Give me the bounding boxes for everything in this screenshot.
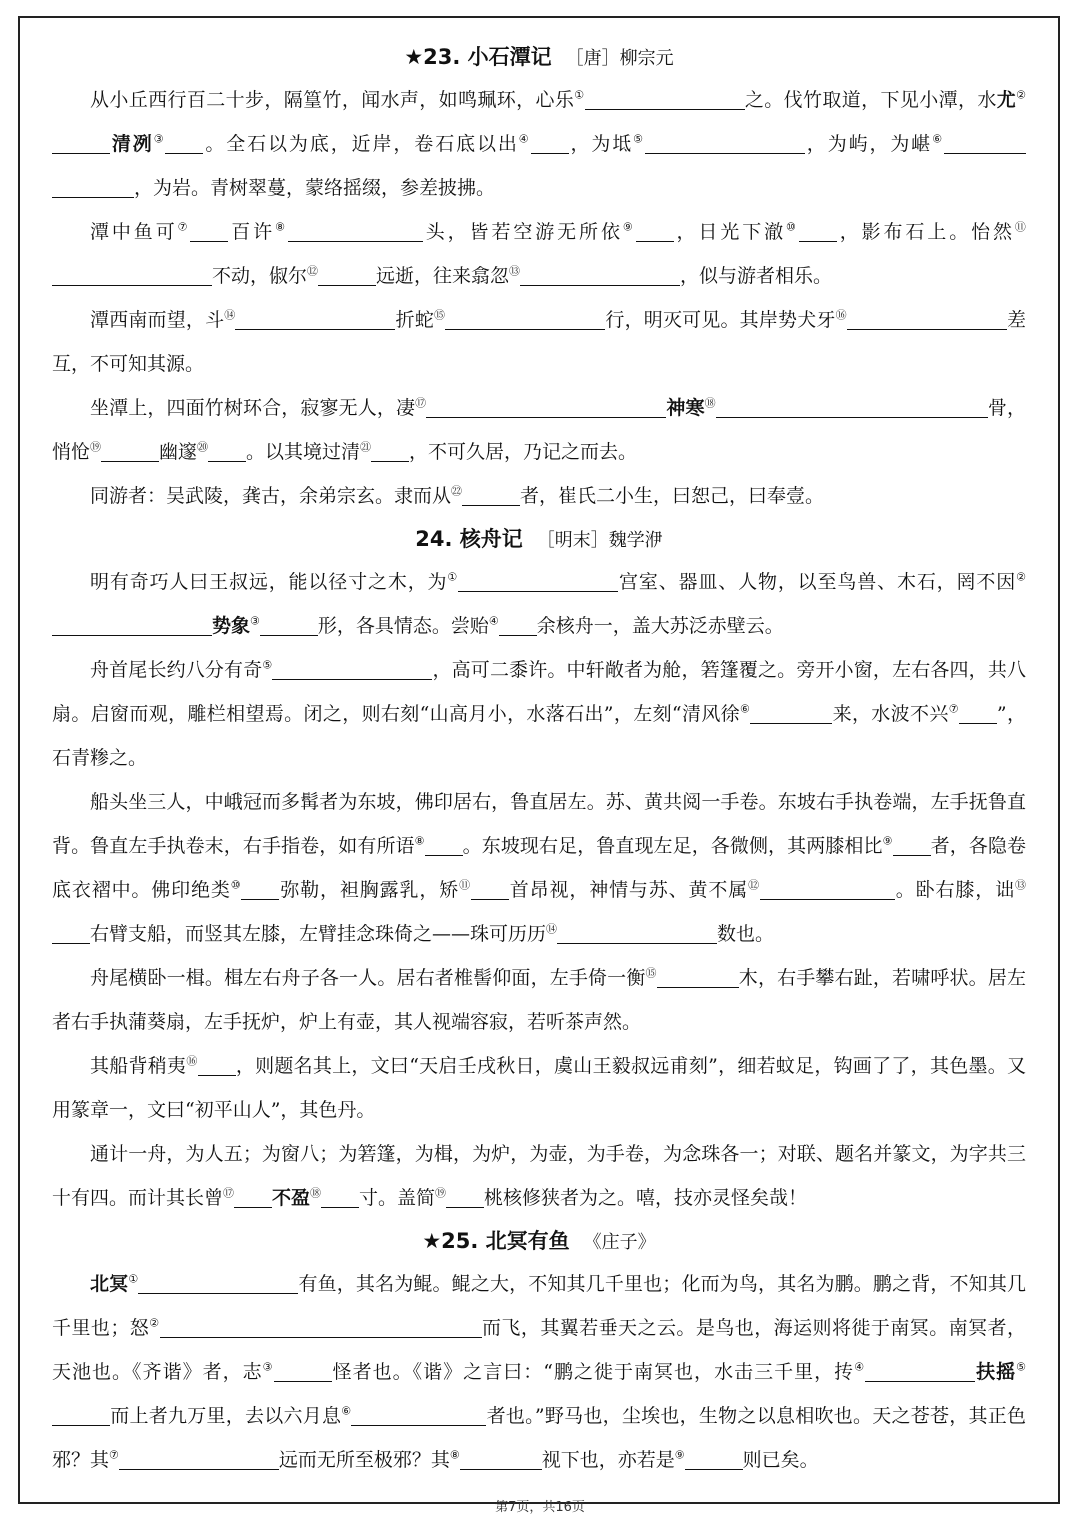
note-number: ① [574, 88, 585, 102]
fill-blank[interactable] [458, 571, 618, 592]
note-number: ⑫ [748, 878, 760, 892]
text-segment: 从小丘西行百二十步，隔篁竹，闻水声，如鸣珮环，心乐 [90, 89, 575, 111]
fill-blank[interactable] [750, 703, 832, 724]
fill-blank[interactable] [685, 1449, 743, 1470]
note-number: ② [1016, 88, 1026, 102]
text-segment: ，不可久居，乃记之而去。 [409, 441, 638, 463]
note-number: ⑨ [882, 834, 893, 848]
text-segment: 木，右手攀右趾，若啸呼状。居左者右手执蒲葵扇，左手抚炉，炉上有壶，其人视端容寂，若听茶声然。 [52, 967, 1026, 1033]
fill-blank[interactable] [52, 177, 134, 198]
text-segment: 扶摇 [975, 1361, 1017, 1383]
note-number: ⑯ [186, 1054, 198, 1068]
text-segment: 则已矣。 [742, 1449, 819, 1471]
text-segment: 有鱼，其名为鲲。鲲之大，不知其几千里也；化而为鸟，其名为鹏。鹏之背，不知其几千里也；怒 [52, 1273, 1026, 1339]
note-number: ① [447, 570, 459, 584]
note-number: ④ [518, 132, 531, 146]
fill-blank[interactable] [944, 133, 1026, 154]
section-24-heading [52, 518, 1026, 560]
fill-blank[interactable] [959, 703, 997, 724]
section-23-paragraph-3 [52, 298, 1026, 386]
fill-blank[interactable] [445, 309, 605, 330]
text-segment: 桃核修狭者为之。嘻，技亦灵怪矣哉！ [484, 1187, 808, 1209]
text-segment: 北冥 [90, 1273, 129, 1295]
note-number: ⑮ [645, 966, 657, 980]
fill-blank[interactable] [52, 1405, 110, 1426]
note-number: ⑤ [262, 658, 273, 672]
fill-blank[interactable] [190, 221, 228, 242]
text-segment: 者，崔氏二小生，曰恕己，曰奉壹。 [520, 485, 825, 507]
section-24-paragraph-4 [52, 956, 1026, 1044]
section-23-paragraph-1 [52, 78, 1026, 210]
text-segment: 而飞，其翼若垂天之云。是鸟也，海运则将徙于南冥。南冥者，天池也。《齐谐》者，志 [52, 1317, 1026, 1383]
note-number: ⑯ [835, 308, 847, 322]
text-segment: 势象 [212, 615, 251, 637]
note-number: ⑪ [1014, 220, 1026, 234]
text-segment: ，影布石上。怡然 [836, 221, 1015, 243]
section-24-title: 24. 核舟记 [415, 527, 523, 551]
note-number: ⑰ [223, 1186, 235, 1200]
section-25-heading [52, 1220, 1026, 1262]
text-segment: ，为坻 [568, 133, 634, 155]
note-number: ⑤ [633, 132, 645, 146]
fill-blank[interactable] [400, 1317, 482, 1338]
fill-blank[interactable] [893, 835, 931, 856]
text-segment: ，日光下澈 [673, 221, 787, 243]
note-number: ② [1016, 570, 1026, 584]
text-segment: 来，水波不兴 [832, 703, 949, 725]
note-number: ⑧ [414, 834, 425, 848]
section-25-title: ★25. 北冥有鱼 [422, 1229, 570, 1253]
note-number: ⑭ [224, 308, 236, 322]
note-number: ② [149, 1316, 160, 1330]
text-segment: 弥勒，袒胸露乳，矫 [279, 879, 460, 901]
fill-blank[interactable] [160, 1317, 400, 1338]
text-segment: ，为屿，为嵁 [804, 133, 933, 155]
fill-blank[interactable] [906, 397, 988, 418]
fill-blank[interactable] [799, 221, 837, 242]
fill-blank[interactable] [260, 615, 318, 636]
fill-blank[interactable] [716, 397, 906, 418]
note-number: ⑲ [90, 440, 102, 454]
text-segment: 通计一舟，为人五；为窗八；为箬篷，为楫，为炉，为壶，为手卷，为念珠各一；对联、题名并篆文，为字共三十有四。而计其长曾 [52, 1143, 1026, 1209]
fill-blank[interactable] [645, 133, 805, 154]
fill-blank[interactable] [318, 265, 376, 286]
text-segment: 行，明灭可见。其岸势犬牙 [605, 309, 836, 331]
text-segment: 寸。盖简 [359, 1187, 436, 1209]
fill-blank[interactable] [657, 967, 739, 988]
note-number: ③ [250, 614, 260, 628]
note-number: ③ [153, 132, 166, 146]
note-number: ⑥ [341, 1404, 352, 1418]
text-segment: 者，各隐卷底衣褶中。佛印绝类 [52, 835, 1026, 901]
text-segment: 百许 [228, 221, 276, 243]
text-segment: ，似与游者相乐。 [680, 265, 833, 287]
text-segment: ”，石青糁之。 [52, 703, 1026, 769]
text-segment: 右臂支船，而竖其左膝，左臂挂念珠倚之——珠可历历 [90, 923, 547, 945]
note-number: ⑦ [177, 220, 191, 234]
text-segment: 明有奇巧人曰王叔远，能以径寸之木，为 [90, 571, 448, 593]
text-segment: 潭西南而望，斗 [90, 309, 225, 331]
fill-blank[interactable] [198, 1055, 236, 1076]
section-24-paragraph-5 [52, 1044, 1026, 1132]
note-number: ④ [488, 614, 499, 628]
text-segment: 不动，俶尔 [212, 265, 308, 287]
note-number: ⑳ [197, 440, 209, 454]
note-number: ⑥ [932, 132, 944, 146]
note-number: ⑱ [310, 1186, 322, 1200]
note-number: ⑲ [435, 1186, 447, 1200]
fill-blank[interactable] [241, 879, 279, 900]
fill-blank[interactable] [520, 265, 680, 286]
note-number: ⑨ [674, 1448, 685, 1462]
fill-blank[interactable] [119, 1449, 279, 1470]
note-number: ⑧ [275, 220, 288, 234]
text-segment: 差互，不可知其源。 [52, 309, 1026, 375]
text-segment: 视下也，亦若是 [541, 1449, 675, 1471]
fill-blank[interactable] [426, 397, 666, 418]
fill-blank[interactable] [52, 615, 212, 636]
section-24-paragraph-1 [52, 560, 1026, 648]
section-25-author: 《庄子》 [583, 1232, 656, 1253]
note-number: ⑪ [459, 878, 471, 892]
note-number: ⑧ [449, 1448, 460, 1462]
fill-blank[interactable] [138, 1273, 298, 1294]
text-segment: ，则题名其上，文曰“天启壬戌秋日，虞山王毅叔远甫刻”，细若蚊足，钩画了了，其色墨。又用篆章一，文曰“初平山人”，其色丹。 [52, 1055, 1026, 1121]
fill-blank[interactable] [636, 221, 674, 242]
text-segment: 形，各具情态。尝贻 [317, 615, 489, 637]
text-segment: ，为岩。青树翠蔓，蒙络摇缀，参差披拂。 [134, 177, 496, 199]
text-segment: 潭中鱼可 [90, 221, 178, 243]
text-segment: 舟尾横卧一楫。楫左右舟子各一人。居右者椎髻仰面，左手倚一衡 [90, 967, 646, 989]
section-23-paragraph-5 [52, 474, 1026, 518]
fill-blank[interactable] [52, 133, 110, 154]
section-23-heading [52, 36, 1026, 78]
fill-blank[interactable] [446, 1187, 484, 1208]
section-23-title: ★23. 小石潭记 [404, 45, 552, 69]
worksheet-content [52, 36, 1026, 1482]
text-segment: 同游者：吴武陵，龚古，余弟宗玄。隶而从 [90, 485, 452, 507]
fill-blank[interactable] [274, 1361, 332, 1382]
note-number: ⑨ [622, 220, 636, 234]
note-number: ③ [262, 1360, 274, 1374]
section-24-author: ［明末］魏学洢 [536, 530, 663, 551]
section-25-paragraph-1 [52, 1262, 1026, 1482]
fill-blank[interactable] [760, 879, 895, 900]
text-segment: 首昂视，神情与苏、黄不属 [508, 879, 749, 901]
text-segment: 而上者九万里，去以六月息 [110, 1405, 342, 1427]
text-segment: ，高可二黍许。中轩敞者为舱，箬篷覆之。旁开小窗，左右各四，共八扇。启窗而观，雕栏相望焉。闭之，则右刻“山高月小，水落石出”，左刻“清风徐 [52, 659, 1026, 725]
text-segment: 坐潭上，四面竹树环合，寂寥无人，凄 [90, 397, 416, 419]
fill-blank[interactable] [865, 1361, 975, 1382]
section-23-paragraph-2 [52, 210, 1026, 298]
section-24-paragraph-3 [52, 780, 1026, 956]
note-number: ⑭ [546, 922, 558, 936]
note-number: ⑱ [704, 396, 716, 410]
fill-blank[interactable] [52, 265, 212, 286]
page-number: 第7页，共16页 [495, 1500, 585, 1515]
text-segment: 其船背稍夷 [90, 1055, 187, 1077]
fill-blank[interactable] [531, 133, 569, 154]
note-number: ⑬ [509, 264, 521, 278]
text-segment: 余核舟一，盖大苏泛赤壁云。 [536, 615, 784, 637]
note-number: ⑫ [307, 264, 319, 278]
fill-blank[interactable] [52, 923, 90, 944]
fill-blank[interactable] [557, 923, 717, 944]
text-segment: 折蛇 [395, 309, 435, 331]
text-segment: 船头坐三人，中峨冠而多髯者为东坡，佛印居右，鲁直居左。苏、黄共阅一手卷。东坡右手执卷端，左手抚鲁直背。鲁直左手执卷末，右手指卷，如有所语 [52, 791, 1026, 857]
text-segment: 神寒 [666, 397, 705, 419]
note-number: ④ [854, 1360, 866, 1374]
text-segment: 不盈 [272, 1187, 311, 1209]
fill-blank[interactable] [321, 1187, 359, 1208]
text-segment: 之。伐竹取道，下见小潭，水 [744, 89, 997, 111]
text-segment: 远逝，往来翕忽 [376, 265, 510, 287]
text-segment: 。全石以为底，近岸，卷石底以出 [203, 133, 519, 155]
text-segment: 骨，悄怆 [52, 397, 1026, 463]
fill-blank[interactable] [288, 221, 423, 242]
fill-blank[interactable] [585, 89, 745, 110]
fill-blank[interactable] [165, 133, 203, 154]
note-number: ⑩ [786, 220, 799, 234]
fill-blank[interactable] [234, 1187, 272, 1208]
note-number: ⑦ [109, 1448, 119, 1462]
section-23-paragraph-4 [52, 386, 1026, 474]
fill-blank[interactable] [462, 485, 520, 506]
text-segment: 怪者也。《谐》之言曰：“鹏之徙于南冥也，水击三千里，抟 [331, 1361, 855, 1383]
note-number: ⑥ [740, 702, 751, 716]
fill-blank[interactable] [460, 1449, 542, 1470]
note-number: ① [128, 1272, 139, 1286]
text-segment: 尤 [996, 89, 1017, 111]
fill-blank[interactable] [235, 309, 395, 330]
fill-blank[interactable] [425, 835, 463, 856]
text-segment: 宫室、器皿、人物，以至鸟兽、木石，罔不因 [618, 571, 1017, 593]
fill-blank[interactable] [471, 879, 509, 900]
text-segment: 。以其境过清 [246, 441, 361, 463]
note-number: ⑰ [415, 396, 427, 410]
note-number: ㉒ [451, 484, 463, 498]
note-number: ⑤ [1016, 1360, 1026, 1374]
note-number: ⑩ [230, 878, 242, 892]
fill-blank[interactable] [101, 441, 159, 462]
text-segment: 幽邃 [159, 441, 198, 463]
section-24-paragraph-2 [52, 648, 1026, 780]
text-segment: 远而无所至极邪？其 [278, 1449, 450, 1471]
fill-blank[interactable] [847, 309, 1007, 330]
text-segment: 。东坡现右足，鲁直现左足，各微侧，其两膝相比 [462, 835, 883, 857]
fill-blank[interactable] [371, 441, 409, 462]
text-segment: 者也。”野马也，尘埃也，生物之以息相吹也。天之苍苍，其正色邪？其 [52, 1405, 1026, 1471]
text-segment: 清冽 [110, 133, 154, 155]
text-segment: 头，皆若空游无所依 [422, 221, 623, 243]
note-number: ⑮ [434, 308, 446, 322]
section-24-paragraph-6 [52, 1132, 1026, 1220]
note-number: ⑬ [1014, 878, 1026, 892]
fill-blank[interactable] [272, 659, 432, 680]
note-number: ⑦ [948, 702, 959, 716]
note-number: ㉑ [360, 440, 372, 454]
section-23-author: ［唐］柳宗元 [565, 48, 674, 69]
fill-blank[interactable] [351, 1405, 486, 1426]
text-segment: 数也。 [717, 923, 775, 945]
text-segment: 舟首尾长约八分有奇 [90, 659, 263, 681]
fill-blank[interactable] [208, 441, 246, 462]
text-segment: 。卧右膝，诎 [894, 879, 1015, 901]
fill-blank[interactable] [499, 615, 537, 636]
